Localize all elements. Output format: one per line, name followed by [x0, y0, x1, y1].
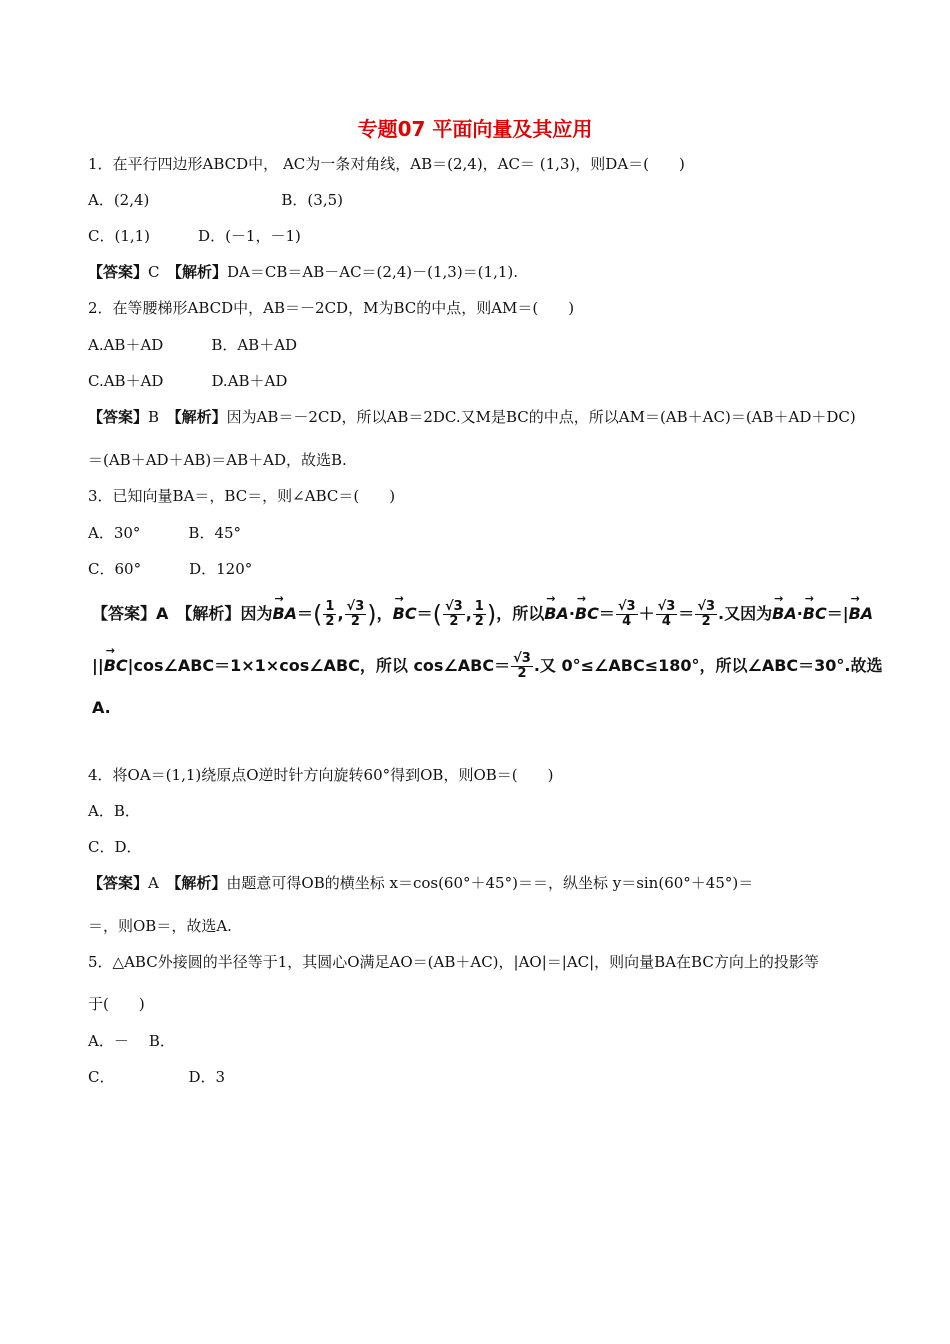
- q2-analysis-tag: 【解析】: [174, 408, 227, 426]
- q3-cos-text: cos∠ABC＝1×1×cos∠ABC，所以 cos∠ABC＝: [133, 656, 511, 675]
- q4-option-c: C．: [88, 838, 115, 856]
- q4-answer-tag: 【答案】: [88, 874, 149, 892]
- q5-option-c: C．: [88, 1068, 115, 1086]
- vector-ba: → BA: [272, 604, 297, 623]
- q2-answer: [88, 407, 856, 427]
- q5-stem-line2: 于( ): [88, 995, 145, 1013]
- q1-options-ab: [88, 190, 343, 210]
- q3-answer-line1: 【答案】A 【解析】因为→ BA＝( $\frac{1}{2}$ , $\frac{√3}{2}$ )，→ BC＝( $\frac{√3}{2}$ , $\frac{1}{2}$ )，所以→ BA·→ BC＝ $\frac{√3}{4}$ ＋ $\frac{√3}{4}$ ＝ $\frac{√3}{2}$ .又因为→ BA·→ BC＝|→ BA: [92, 600, 873, 629]
- q3-option-b: B．45°: [188, 524, 242, 542]
- q4-option-a: A．: [88, 802, 114, 820]
- q5-option-b: B．: [148, 1032, 175, 1050]
- q4-options-ab: [88, 801, 140, 821]
- vector-ba: → BA: [772, 604, 797, 623]
- q3-range-text: .又 0°≤∠ABC≤180°，所以∠ABC＝30°.故选: [533, 656, 883, 675]
- fraction-one-half: $\frac{1}{2}$: [474, 599, 484, 629]
- fraction-sqrt3-half: $\frac{√3}{2}$: [513, 651, 531, 681]
- q3-option-a: A．30°: [88, 524, 141, 542]
- q3-options-ab: [88, 523, 241, 543]
- q3-options-cd: [88, 559, 252, 579]
- q1-stem: 1．在平行四边形ABCD中， AC为一条对角线，AB＝(2,4)，AC＝ (1,3)，则DA＝( ): [88, 155, 685, 173]
- q4-answer-value: A: [148, 874, 159, 892]
- q2-option-b: B．AB＋AD: [211, 336, 298, 354]
- q5-option-a: A．－: [88, 1032, 129, 1050]
- q1-option-a: A．(2,4): [88, 191, 150, 209]
- q4-analysis-tag: 【解析】: [173, 874, 227, 892]
- q3-so-label: 所以: [512, 604, 545, 623]
- q4-analysis-line2: ＝，则OB＝，故选A.: [88, 917, 232, 935]
- q5-option-d: D．3: [188, 1068, 226, 1086]
- q5-stem-line1: 5．△ABC外接圆的半径等于1，其圆心O满足AO＝(AB＋AC)，|AO|＝|AC|，则向量BA在BC方向上的投影等: [88, 953, 819, 971]
- q3-answer-line2: ||→ BC|cos∠ABC＝1×1×cos∠ABC，所以 cos∠ABC＝ $\frac{√3}{2}$ .又 0°≤∠ABC≤180°，所以∠ABC＝30°.故选: [92, 652, 883, 681]
- q1-options-cd: [88, 226, 301, 246]
- q3-stem: 3．已知向量BA＝，BC＝，则∠ABC＝( ): [88, 487, 396, 505]
- q4-stem: 4．将OA＝(1,1)绕原点O逆时针方向旋转60°得到OB，则OB＝( ): [88, 766, 554, 784]
- q1-answer: [88, 262, 518, 282]
- q2-option-c: C.AB＋AD: [88, 372, 164, 390]
- fraction-sqrt3-half: $\frac{√3}{2}$: [346, 599, 365, 629]
- q5-options-ab: [88, 1031, 175, 1051]
- q4-options-cd: [88, 837, 142, 857]
- q2-analysis-line1: 因为AB＝－2CD，所以AB＝2DC.又M是BC的中点，所以AM＝(AB＋AC)＝(AB＋AD＋DC): [226, 408, 856, 426]
- q4-analysis-line1: 由题意可得OB的横坐标 x＝cos(60°＋45°)＝＝，纵坐标 y＝sin(60°＋45°)＝: [226, 874, 754, 892]
- vector-bc: → BC: [104, 656, 128, 675]
- q1-option-b: B．(3,5): [281, 191, 343, 209]
- vector-bc: → BC: [393, 604, 417, 623]
- q1-option-d: D．(－1，－1): [198, 227, 301, 245]
- q2-answer-tag: 【答案】: [88, 408, 149, 426]
- fraction-sqrt3-quarter: $\frac{√3}{4}$: [657, 599, 676, 629]
- q1-option-c: C．(1,1): [88, 227, 151, 245]
- q4-option-b: B．: [113, 802, 140, 820]
- q1-answer-tag: 【答案】: [88, 263, 149, 281]
- vector-ba: → BA: [544, 604, 569, 623]
- q3-option-d: D．120°: [189, 560, 253, 578]
- q3-because-label: 因为: [240, 604, 273, 623]
- q5-options-cd: [88, 1067, 225, 1087]
- fraction-sqrt3-half: $\frac{√3}{2}$: [697, 599, 716, 629]
- q3-also-label: .又因为: [718, 604, 773, 623]
- q2-answer-value: B: [148, 408, 160, 426]
- q1-answer-value: C: [148, 263, 160, 281]
- q4-answer: [88, 873, 753, 893]
- fraction-sqrt3-quarter: $\frac{√3}{4}$: [617, 599, 636, 629]
- q3-answer-tag: 【答案】: [92, 604, 157, 623]
- q4-option-d: D．: [114, 838, 142, 856]
- fraction-one-half: $\frac{1}{2}$: [325, 599, 335, 629]
- q3-answer-value: A: [156, 604, 169, 623]
- vector-ba: → BA: [849, 604, 874, 623]
- q3-answer-line3: A.: [92, 698, 111, 717]
- q2-stem: 2．在等腰梯形ABCD中，AB＝－2CD，M为BC的中点，则AM＝( ): [88, 299, 575, 317]
- q2-option-a: A.AB＋AD: [88, 336, 164, 354]
- vector-bc: → BC: [575, 604, 599, 623]
- fraction-sqrt3-half: $\frac{√3}{2}$: [444, 599, 463, 629]
- vector-bc: → BC: [803, 604, 827, 623]
- q3-analysis-tag: 【解析】: [184, 604, 241, 623]
- q2-analysis-line2: ＝(AB＋AD＋AB)＝AB＋AD，故选B.: [88, 451, 347, 469]
- page-title: 专题07 平面向量及其应用: [357, 117, 593, 141]
- q1-analysis-tag: 【解析】: [174, 263, 228, 281]
- q1-analysis: DA＝CB＝AB－AC＝(2,4)－(1,3)＝(1,1).: [227, 263, 519, 281]
- q2-options-cd: [88, 371, 287, 391]
- q3-option-c: C．60°: [88, 560, 142, 578]
- q2-option-d: D.AB＋AD: [211, 372, 288, 390]
- q2-options-ab: [88, 335, 297, 355]
